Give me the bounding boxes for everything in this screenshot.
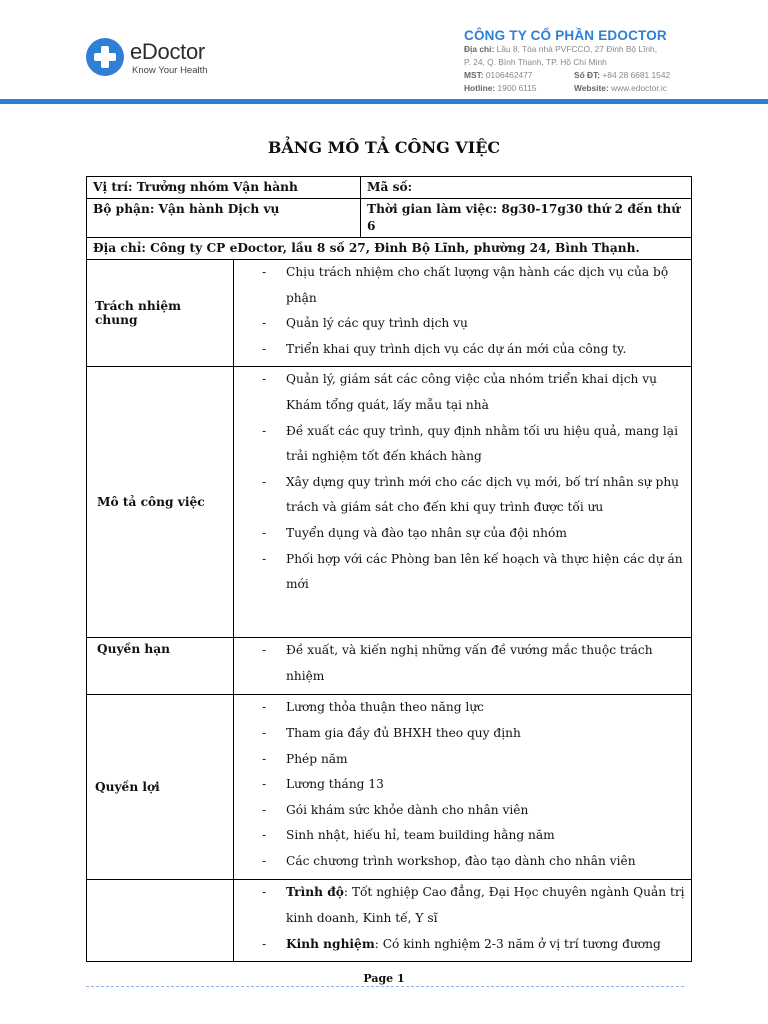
company-name: CÔNG TY CỔ PHẦN EDOCTOR (464, 28, 667, 43)
list-item: - Chịu trách nhiệm cho chất lượng vận hành các dịch vụ của bộ phận (262, 265, 669, 305)
logo-tagline: Know Your Health (132, 65, 208, 76)
list-item: - Các chương trình workshop, đào tạo dành cho nhân viên (262, 853, 636, 868)
edoctor-logo (86, 38, 226, 78)
code-cell: Mã số: (361, 177, 692, 199)
section-label: Mô tả công việc (87, 367, 234, 638)
requirement-key: Kinh nghiệm (286, 936, 375, 951)
list-item: - Sinh nhật, hiếu hỉ, team building hằng năm (262, 828, 555, 843)
hotline-label: Hotline: (464, 83, 496, 93)
section-row-benefits (87, 695, 692, 880)
mst-value: 0106462477 (485, 70, 533, 80)
address-line-2: P. 24, Q. Bình Thạnh, TP. Hồ Chí Minh (464, 57, 607, 67)
info-row-2 (87, 199, 692, 238)
company-mst-row (464, 70, 768, 82)
section-label: Quyền lợi (87, 695, 234, 880)
section-items (234, 695, 692, 880)
section-row-job-description (87, 367, 692, 638)
company-hotline-row (464, 83, 768, 95)
address-cell: Địa chỉ: Công ty CP eDoctor, lầu 8 số 27, Đinh Bộ Lĩnh, phường 24, Bình Thạnh. (87, 238, 692, 260)
list-item: - Gói khám sức khỏe dành cho nhân viên (262, 802, 529, 817)
phone-group (574, 70, 670, 80)
medical-cross-icon (86, 38, 124, 76)
section-items (234, 880, 692, 962)
section-label: Quyền hạn (87, 638, 234, 695)
list-item: - Phối hợp với các Phòng ban lên kế hoạch và thực hiện các dự án mới (262, 551, 683, 592)
document-title: BẢNG MÔ TẢ CÔNG VIỆC (267, 138, 501, 157)
list-item: - Triển khai quy trình dịch vụ các dự án mới của công ty. (262, 341, 627, 356)
address-label: Địa chỉ: (464, 44, 495, 54)
department-cell: Bộ phận: Vận hành Dịch vụ (87, 199, 361, 238)
job-description-table (86, 176, 692, 962)
section-row-responsibilities (87, 260, 692, 367)
list-item: - Quản lý các quy trình dịch vụ (262, 316, 468, 331)
info-row-3 (87, 238, 692, 260)
list-item: - Tham gia đầy đủ BHXH theo quy định (262, 725, 521, 740)
company-address-row (464, 44, 768, 56)
section-row-authority (87, 638, 692, 695)
section-items (234, 367, 692, 638)
page-header (0, 0, 768, 108)
website-value[interactable]: www.edoctor.ic (611, 83, 667, 93)
info-row-1 (87, 177, 692, 199)
list-item: - Phép năm (262, 751, 348, 766)
website-label: Website: (574, 83, 609, 93)
list-item: - Lương tháng 13 (262, 777, 384, 792)
section-items (234, 638, 692, 695)
section-label: Trách nhiệm chung (87, 260, 234, 367)
hotline-value: 1900 6115 (497, 83, 537, 93)
page-number: Page 1 (363, 972, 405, 985)
position-cell: Vị trí: Trưởng nhóm Vận hành (87, 177, 361, 199)
phone-label: Số ĐT: (574, 70, 601, 80)
logo-name: eDoctor (130, 39, 205, 64)
list-item: - Đề xuất các quy trình, quy định nhằm tối ưu hiệu quả, mang lại trải nghiệm tốt đến khách hàng (262, 423, 678, 464)
section-items (234, 260, 692, 367)
address-line-1: Lầu 8, Tòa nhà PVFCCO, 27 Đinh Bộ Lĩnh, (496, 44, 658, 54)
requirement-key: Trình độ (286, 885, 344, 900)
section-row-requirements (87, 880, 692, 962)
list-item: - Xây dựng quy trình mới cho các dịch vụ mới, bố trí nhân sự phụ trách và giám sát cho đến khi quy trình được tối ưu (262, 474, 680, 515)
list-item: - Kinh nghiệm: Có kinh nghiệm 2-3 năm ở vị trí tương đương (262, 936, 661, 951)
company-info (464, 28, 768, 95)
list-item: - Quản lý, giám sát các công việc của nhóm triển khai dịch vụ Khám tổng quát, lấy mẫu tại nhà (262, 372, 657, 412)
list-item: - Lương thỏa thuận theo năng lực (262, 700, 484, 715)
list-item: - Tuyển dụng và đào tạo nhân sự của đội nhóm (262, 525, 567, 540)
phone-value: +84 28 6681 1542 (602, 70, 671, 80)
hours-cell: Thời gian làm việc: 8g30-17g30 thứ 2 đến thứ 6 (361, 199, 692, 238)
website-group (574, 83, 667, 93)
company-address-row-2 (464, 57, 768, 69)
list-item: - Đề xuất, và kiến nghị những vấn đề vướng mắc thuộc trách nhiệm (262, 643, 653, 683)
header-divider (0, 99, 768, 104)
footer-divider (86, 986, 684, 987)
list-item: - Trình độ: Tốt nghiệp Cao đẳng, Đại Học chuyên ngành Quản trị kinh doanh, Kinh tế, Y sĩ (262, 885, 685, 925)
mst-label: MST: (464, 70, 484, 80)
section-label (87, 880, 234, 962)
